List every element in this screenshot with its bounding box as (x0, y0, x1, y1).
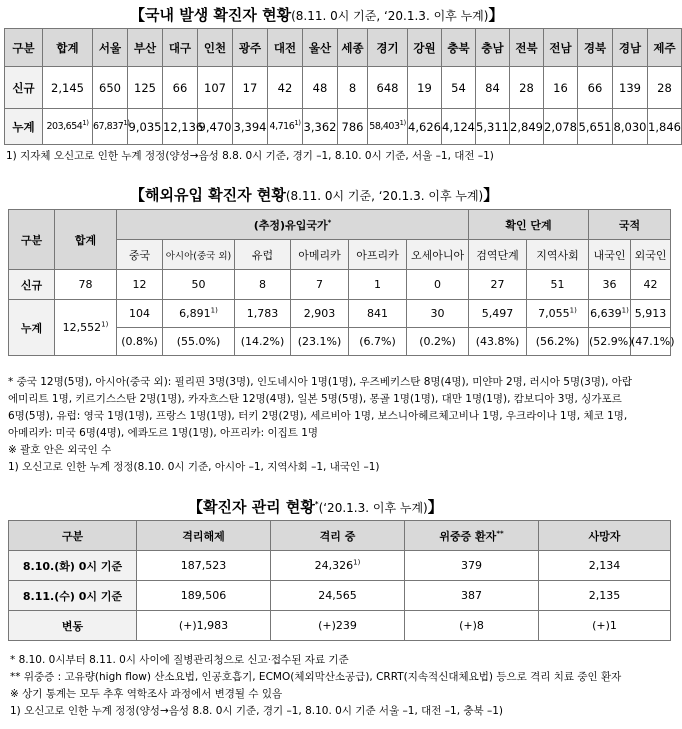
t2-new-cell-text: 0 (434, 278, 441, 291)
t2-cumulative-cell-text: 5,913 (634, 307, 667, 320)
t2-cumulative-cell (117, 300, 163, 328)
t1-new-row (5, 67, 682, 109)
t3-header-cell (137, 521, 271, 551)
t2-cumulative-cell-text: 841 (367, 307, 388, 320)
t2-cumulative-cell (631, 300, 671, 328)
t1-header-cell-text: 세종 (341, 40, 364, 55)
t1-cumulative-cell (476, 109, 510, 145)
t3-row (9, 581, 671, 611)
t1-cumulative-cell-text: 4,716 (269, 121, 295, 132)
t1-new-cell-text: 17 (242, 80, 258, 95)
note-line: 1) 오신고로 인한 누계 정정(양성→음성 8.8. 0시 기준, 경기 –1, 8.10. 0시 기준 서울 –1, 대전 –1, 충북 –1) (10, 705, 504, 717)
t1-new-cell-text: 28 (657, 80, 672, 95)
t2-subheader-cell (631, 240, 671, 270)
t1-new-cell-text: 19 (417, 80, 432, 95)
note-line: 에미리트 1명, 키르기스스탄 2명(1명), 카자흐스탄 12명(4명), 일본 5명(5명), 몽골 1명(1명), 대만 1명(1명), 캄보디아 3명, 싱가포르 (8, 393, 622, 405)
t1-new-cell (510, 67, 544, 109)
note-line: 6명(5명), 유럽: 영국 1명(1명), 프랑스 1명(1명), 터키 2명(2명), 세르비아 1명, 보스니아헤르체고비나 1명, 우크라이나 1명, 체코 1명, (8, 410, 628, 422)
t2-cumulative-cell (235, 300, 291, 328)
t1-new-cell (163, 67, 198, 109)
t2-cumulative-total-footnote: 1) (101, 320, 109, 329)
t2-cumulative-cell-text: 6,639 (590, 307, 622, 320)
t2-new-cell-text: 1 (374, 278, 381, 291)
t1-cumulative-cell (442, 109, 476, 145)
t2-cumulative-cell (291, 300, 349, 328)
t1-header-cell (368, 29, 408, 67)
t1-cumulative-cell-text: 1,846 (648, 119, 681, 134)
t1-title (130, 4, 503, 25)
t1-header-cell-text: 대전 (273, 40, 297, 55)
note-line: ※ 괄호 안은 외국인 수 (8, 444, 112, 456)
t2-subheader-cell-text: 아메리카 (298, 248, 341, 262)
t2-header-row-1 (9, 210, 671, 240)
t1-header-cell (442, 29, 476, 67)
t1-header-cell (163, 29, 198, 67)
t2-header-total: 합계 (55, 210, 117, 270)
t2-percent-cell-text: (6.7%) (359, 335, 396, 348)
t3-header-cell-text: 격리 중 (319, 529, 356, 543)
t3-cell-text: 187,523 (180, 559, 227, 572)
t2-new-total-text: 78 (78, 278, 93, 291)
t2-percent-cell (291, 328, 349, 356)
t1-new-cell (268, 67, 303, 109)
t1-cumulative-cell (648, 109, 682, 145)
t2-subheader-cell-text: 아시아(중국 외) (165, 250, 232, 262)
t3-header-cell-text: 위중증 환자 (439, 529, 497, 543)
t2-subheader-cell-text: 오세아니아 (410, 248, 465, 262)
note-line: ** 위중증 : 고유량(high flow) 산소요법, 인공호흡기, ECMO(체외막산소공급), CRRT(지속적신대체요법) 등으로 격리 치료 중인 환자 (10, 671, 622, 683)
t1-new-cell (578, 67, 613, 109)
t2-percent-cell-text: (43.8%) (475, 335, 520, 348)
t1-cumulative-cell-footnote: 1) (82, 118, 89, 127)
t2-notes (8, 374, 632, 476)
t3-cell (539, 611, 671, 641)
t2-cumulative-total-text: 12,552 (62, 321, 102, 334)
t1-new-cell (303, 67, 338, 109)
t1-header-cell (613, 29, 648, 67)
t1-subtitle: (8.11. 0시 기준, ‘20.1.3. 이후 누계) (291, 9, 489, 23)
t2-cumulative-cell-text: 104 (129, 307, 150, 320)
t2-cumulative-cell (407, 300, 469, 328)
t3-header-cell-text: 구분 (61, 529, 84, 543)
t3-cell-text: 189,506 (180, 589, 227, 602)
t1-header-cell (476, 29, 510, 67)
t1-header-cell (544, 29, 578, 67)
t2-new-row (9, 270, 671, 300)
t2-subheader-cell (291, 240, 349, 270)
t2-percent-cell (589, 328, 631, 356)
t2-percent-cell-text: (55.0%) (176, 335, 221, 348)
t2-subheader-cell (163, 240, 235, 270)
t3-cell (539, 551, 671, 581)
t2-cumulative-cell-text: 30 (430, 307, 445, 320)
t2-cumulative-cell-footnote: 1) (621, 306, 629, 315)
note-line: 아메리카: 미국 6명(4명), 에콰도르 1명(1명), 아프리카: 이집트 1명 (8, 427, 319, 439)
t3-cell (271, 581, 405, 611)
t2-title-main: 【해외유입 확진자 현황 (130, 186, 286, 204)
t1-cumulative-cell-footnote: 1) (294, 118, 301, 127)
t1-new-cell-text: 125 (134, 80, 156, 95)
t1-note: 1) 지자체 오신고로 인한 누계 정정(양성→음성 8.8. 0시 기준, 경기 –1, 8.10. 0시 기준, 서울 –1, 대전 –1) (6, 150, 494, 162)
t2-title (130, 184, 498, 205)
t3-cell (137, 551, 271, 581)
t2-cumulative-cell (527, 300, 589, 328)
t3-header-cell-footnote: ** (496, 528, 504, 537)
t3-cell-text: 2,134 (588, 559, 621, 572)
t1-header-cell-text: 광주 (238, 40, 262, 55)
t1-row-label (5, 109, 43, 145)
t2-subheader-cell-text: 유럽 (251, 248, 274, 262)
t1-cumulative-cell (268, 109, 303, 145)
t2-cumulative-cell (349, 300, 407, 328)
t2-subheader-cell-text: 지역사회 (536, 248, 579, 262)
t2-new-cell (589, 270, 631, 300)
t2-row-label-text: 누계 (20, 321, 43, 335)
t1-header-cell-text: 충남 (481, 40, 504, 55)
t2-subtitle: (8.11. 0시 기준, ‘20.1.3. 이후 누계) (285, 189, 484, 203)
t3-cell (137, 611, 271, 641)
t1-cumulative-cell-text: 3,394 (233, 119, 267, 134)
t1-cumulative-cell (43, 109, 93, 145)
t1-new-cell (93, 67, 128, 109)
t1-cumulative-cell-footnote: 1) (123, 118, 130, 127)
t3-cell (137, 581, 271, 611)
t2-percent-cell (631, 328, 675, 356)
t3-cell (405, 581, 539, 611)
t2-cumulative-total (55, 300, 117, 356)
t3-cell-text: 387 (461, 589, 482, 602)
t1-cumulative-cell-text: 2,078 (544, 119, 577, 134)
t1-header-cell (303, 29, 338, 67)
t2-percent-cell (117, 328, 163, 356)
t1-new-cell (198, 67, 233, 109)
t3-header-cell (271, 521, 405, 551)
t1-title-main: 【국내 발생 확진자 현황 (130, 6, 292, 24)
t2-new-cell-text: 36 (602, 278, 617, 291)
t3-title-main: 【확진자 관리 현황 (188, 498, 315, 516)
note-line: 1) 오신고로 인한 누계 정정(8.10. 0시 기준, 아시아 –1, 지역사회 –1, 내국인 –1) (8, 461, 380, 473)
t2-subheader-cell (235, 240, 291, 270)
t1-new-cell-text: 8 (348, 80, 357, 95)
t1-new-cell-text: 648 (376, 80, 399, 95)
t1-cumulative-cell-text: 9,035 (128, 119, 162, 134)
t1-new-cell (442, 67, 476, 109)
t2-cumulative-cell-text: 6,891 (179, 307, 211, 320)
t1-cumulative-cell-text: 2,849 (510, 119, 543, 134)
t2-header-estimated-country-label: (추정)유입국가 (253, 218, 328, 232)
t1-new-cell-text: 28 (519, 80, 534, 95)
t1-cumulative-cell-text: 9,470 (198, 119, 232, 134)
t1-cumulative-cell (163, 109, 204, 145)
t2-new-cell-text: 50 (191, 278, 206, 291)
case-management-table (8, 520, 671, 641)
t1-new-cell-text: 84 (485, 80, 500, 95)
t2-subheader-cell (589, 240, 631, 270)
t3-row (9, 611, 671, 641)
t2-cumulative-cell (589, 300, 631, 328)
t3-row-label-text: 8.11.(수) 0시 기준 (22, 589, 123, 603)
t2-new-cell (407, 270, 469, 300)
t2-percent-cell-text: (56.2%) (535, 335, 580, 348)
t1-header-cell-text: 인천 (203, 40, 227, 55)
t2-percent-cell (469, 328, 527, 356)
t1-new-cell-text: 42 (277, 80, 293, 95)
t1-new-cell-text: 2,145 (51, 80, 84, 95)
t1-header-cell (233, 29, 268, 67)
t1-header-cell (338, 29, 368, 67)
t1-row-label (5, 67, 43, 109)
t1-cumulative-cell (128, 109, 163, 145)
t1-header-cell (5, 29, 43, 67)
t1-cumulative-cell-text: 67,837 (93, 121, 124, 132)
t1-new-cell (613, 67, 648, 109)
t3-cell (539, 581, 671, 611)
t1-new-cell (408, 67, 442, 109)
t1-cumulative-cell (233, 109, 268, 145)
t2-cumulative-cell-footnote: 1) (569, 306, 577, 315)
t3-title (188, 496, 443, 517)
t1-new-cell (368, 67, 408, 109)
t3-subtitle: (‘20.1.3. 이후 누계) (318, 501, 428, 515)
t1-header-cell-text: 서울 (98, 40, 122, 55)
t3-notes (10, 652, 621, 720)
t2-row-label-text: 신규 (20, 278, 43, 292)
t1-cumulative-cell (93, 109, 128, 145)
t1-header-cell (578, 29, 613, 67)
t3-header-cell (539, 521, 671, 551)
t2-new-cell (631, 270, 671, 300)
domestic-cases-table (4, 28, 682, 145)
t3-cell (405, 611, 539, 641)
t2-new-cell (527, 270, 589, 300)
t1-cumulative-cell (544, 109, 578, 145)
t2-new-cell (117, 270, 163, 300)
t1-new-cell-text: 139 (619, 80, 641, 95)
t2-new-cell (469, 270, 527, 300)
t2-percent-cell (527, 328, 589, 356)
t1-header-cell (43, 29, 93, 67)
t2-percent-cell-text: (0.2%) (419, 335, 456, 348)
t1-new-cell (338, 67, 368, 109)
t1-new-cell (233, 67, 268, 109)
t2-new-cell-text: 12 (132, 278, 147, 291)
t3-cell-text: 2,135 (588, 589, 621, 602)
t3-cell-text: (+)239 (318, 619, 357, 632)
t3-cell-text: 24,565 (318, 589, 357, 602)
t2-cumulative-cell-text: 7,055 (538, 307, 570, 320)
t2-cumulative-cell (469, 300, 527, 328)
t2-subheader-cell (469, 240, 527, 270)
t1-new-cell-text: 107 (204, 80, 226, 95)
t1-cumulative-cell-footnote: 1) (399, 118, 406, 127)
t2-row-label (9, 300, 55, 356)
t1-header-cell-text: 제주 (653, 40, 676, 55)
t3-cell-text: 24,326 (314, 559, 354, 572)
t2-new-cell-text: 51 (550, 278, 565, 291)
t2-subheader-cell (407, 240, 469, 270)
t1-new-cell-text: 66 (587, 80, 603, 95)
t1-new-cell-text: 16 (553, 80, 568, 95)
t3-row-label-text: 8.10.(화) 0시 기준 (22, 559, 123, 573)
t3-row-label (9, 551, 137, 581)
t2-header-estimated-country (117, 210, 469, 240)
t2-subheader-cell-text: 외국인 (634, 248, 667, 262)
t2-subheader-cell-text: 중국 (128, 248, 151, 262)
t2-header-confirm-stage: 확인 단계 (469, 210, 589, 240)
t1-new-cell-text: 54 (451, 80, 466, 95)
t1-header-cell (198, 29, 233, 67)
t1-new-cell-text: 650 (99, 80, 121, 95)
t2-new-cell (235, 270, 291, 300)
t2-cumulative-cell-text: 2,903 (303, 307, 336, 320)
t2-percent-cell (349, 328, 407, 356)
t1-cumulative-cell-text: 5,651 (578, 119, 612, 134)
t1-cumulative-cell-text: 12,136 (163, 119, 204, 134)
t3-header-cell-text: 사망자 (588, 529, 621, 543)
t2-percent-cell-text: (14.2%) (240, 335, 285, 348)
t2-row-label (9, 270, 55, 300)
t2-cumulative-cell-footnote: 1) (210, 306, 218, 315)
t1-new-cell (128, 67, 163, 109)
t2-subheader-cell (349, 240, 407, 270)
t2-percent-cell (163, 328, 235, 356)
t3-title-end: 】 (427, 498, 443, 516)
t1-header-cell-text: 경남 (618, 40, 642, 55)
t1-cumulative-cell (368, 109, 408, 145)
t1-header-cell (648, 29, 682, 67)
t2-new-cell-text: 42 (643, 278, 658, 291)
t1-new-cell (476, 67, 510, 109)
t1-cumulative-cell-text: 4,626 (408, 119, 441, 134)
t1-cumulative-row (5, 109, 682, 145)
t2-cumulative-cell-text: 1,783 (246, 307, 279, 320)
t1-cumulative-cell-text: 8,030 (613, 119, 647, 134)
t1-cumulative-cell (303, 109, 338, 145)
t2-percent-cell-text: (47.1%) (631, 335, 675, 348)
t3-header-cell (405, 521, 539, 551)
t1-cumulative-cell-text: 58,403 (369, 121, 400, 132)
t1-header-cell-text: 구분 (12, 40, 35, 55)
t2-new-cell (349, 270, 407, 300)
t1-header-cell (268, 29, 303, 67)
t2-cumulative-cell (163, 300, 235, 328)
t1-cumulative-cell-text: 5,311 (476, 119, 509, 134)
t3-cell-text: (+)1 (592, 619, 617, 632)
t3-row (9, 551, 671, 581)
t1-header-cell-text: 합계 (56, 40, 79, 55)
t3-cell-text: (+)8 (459, 619, 484, 632)
t1-cumulative-cell-text: 3,362 (303, 119, 337, 134)
t3-cell (271, 611, 405, 641)
t1-header-cell-text: 경기 (376, 40, 399, 55)
note-line: ※ 상기 통계는 모두 추후 역학조사 과정에서 변경될 수 있음 (10, 688, 283, 700)
t1-cumulative-cell (338, 109, 368, 145)
t2-new-cell-text: 7 (316, 278, 323, 291)
t3-cell (405, 551, 539, 581)
t3-cell (271, 551, 405, 581)
t2-cumulative-cell-text: 5,497 (481, 307, 514, 320)
t1-header-cell-text: 대구 (168, 40, 192, 55)
t1-header-cell-text: 전남 (549, 40, 572, 55)
t1-cumulative-cell-text: 4,124 (442, 119, 475, 134)
t1-cumulative-cell (510, 109, 544, 145)
t1-header-cell-text: 충북 (447, 40, 470, 55)
t2-new-cell (291, 270, 349, 300)
imported-cases-table (8, 209, 675, 356)
t1-new-cell (544, 67, 578, 109)
t2-new-cell-text: 27 (490, 278, 505, 291)
t2-cumulative-row (9, 300, 671, 328)
t1-cumulative-cell-text: 786 (341, 119, 364, 134)
t1-header-cell (510, 29, 544, 67)
t1-header-cell-text: 강원 (413, 40, 436, 55)
t1-header-cell (408, 29, 442, 67)
t2-subheader-cell (117, 240, 163, 270)
t2-percent-cell-text: (0.8%) (121, 335, 158, 348)
t1-new-cell-text: 48 (312, 80, 328, 95)
t1-new-cell (43, 67, 93, 109)
t3-header-cell-text: 격리해제 (182, 529, 225, 543)
t2-header-estimated-sup: * (327, 217, 332, 226)
t2-new-cell-text: 8 (259, 278, 266, 291)
t1-header-cell-text: 전북 (515, 40, 538, 55)
t1-row-label-text: 누계 (12, 119, 35, 134)
t2-new-cell (163, 270, 235, 300)
t2-header-gubun: 구분 (9, 210, 55, 270)
t2-percent-cell-text: (52.9%) (589, 335, 633, 348)
note-line: * 8.10. 0시부터 8.11. 0시 사이에 질병관리청으로 신고·접수된 자료 기준 (10, 654, 349, 666)
t1-title-end: 】 (488, 6, 504, 24)
t2-subheader-cell-text: 아프리카 (356, 248, 399, 262)
t1-row-label-text: 신규 (12, 80, 35, 95)
t3-row-label (9, 611, 137, 641)
t1-header-cell (128, 29, 163, 67)
t1-new-cell (648, 67, 682, 109)
t1-cumulative-cell (613, 109, 648, 145)
t2-new-total (55, 270, 117, 300)
t2-subheader-cell-text: 내국인 (593, 248, 626, 262)
t1-header-cell (93, 29, 128, 67)
t1-header-cell-text: 부산 (133, 40, 157, 55)
t3-title-sup: * (314, 500, 319, 508)
t2-percent-cell (235, 328, 291, 356)
t3-row-label (9, 581, 137, 611)
t3-cell-text: (+)1,983 (178, 619, 229, 632)
t2-percent-cell (407, 328, 469, 356)
t1-header-row (5, 29, 682, 67)
t1-cumulative-cell (198, 109, 233, 145)
t2-header-nationality: 국적 (589, 210, 671, 240)
t3-header-cell (9, 521, 137, 551)
note-line: * 중국 12명(5명), 아시아(중국 외): 필리핀 3명(3명), 인도네시아 1명(1명), 우즈베키스탄 8명(4명), 미얀마 2명, 러시아 5명(3명), 아랍 (8, 376, 633, 388)
t3-cell-text: 379 (461, 559, 482, 572)
t2-subheader-cell (527, 240, 589, 270)
t3-header-row (9, 521, 671, 551)
t3-row-label-text: 변동 (61, 619, 84, 633)
t1-cumulative-cell (578, 109, 613, 145)
t2-subheader-cell-text: 검역단계 (476, 248, 519, 262)
t1-header-cell-text: 경북 (583, 40, 607, 55)
t1-cumulative-cell-text: 203,654 (46, 121, 83, 132)
t3-cell-footnote: 1) (353, 558, 361, 567)
t1-header-cell-text: 울산 (308, 40, 332, 55)
t2-percent-cell-text: (23.1%) (297, 335, 342, 348)
t2-title-end: 】 (483, 186, 499, 204)
t1-new-cell-text: 66 (172, 80, 188, 95)
t1-cumulative-cell (408, 109, 442, 145)
